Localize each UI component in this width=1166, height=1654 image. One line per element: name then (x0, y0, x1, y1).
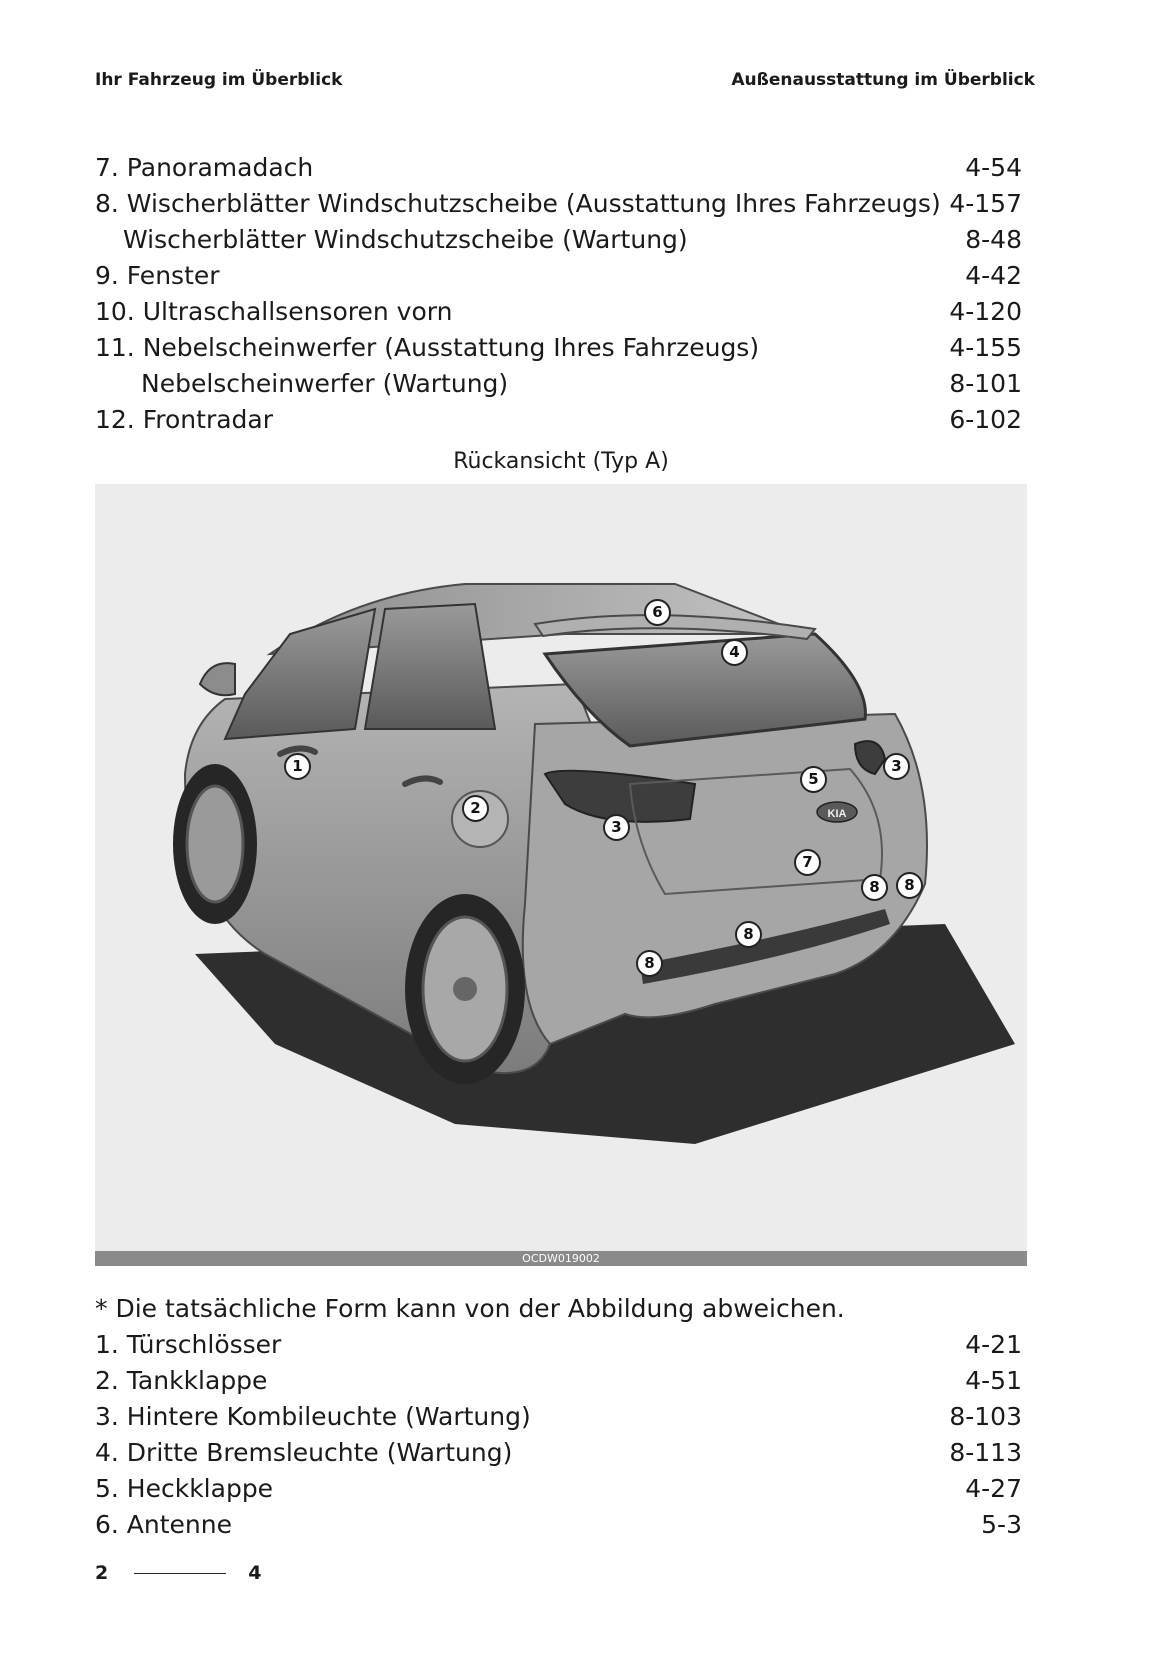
footer-page-number: 4 (248, 1562, 262, 1584)
side-window-rear (365, 604, 495, 729)
item-page-ref: 5-3 (981, 1510, 1022, 1539)
callout-8-corner: 8 (896, 872, 923, 899)
item-page-ref: 8-101 (949, 369, 1022, 398)
item-label: 2. Tankklappe (95, 1366, 268, 1395)
item-label: Nebelscheinwerfer (Wartung) (141, 369, 509, 398)
callout-3-right: 3 (883, 753, 910, 780)
figure-code-bar: OCDW019002 (95, 1251, 1027, 1266)
list-item (95, 1363, 1027, 1399)
callout-6: 6 (644, 599, 671, 626)
list-item (95, 150, 1027, 186)
kia-badge-text: KIA (827, 808, 847, 820)
item-page-ref: 4-27 (965, 1474, 1022, 1503)
item-label: 4. Dritte Bremsleuchte (Wartung) (95, 1438, 513, 1467)
item-label: 9. Fenster (95, 261, 220, 290)
callout-5: 5 (800, 766, 827, 793)
item-page-ref: 4-51 (965, 1366, 1022, 1395)
callout-7: 7 (794, 849, 821, 876)
list-item (95, 1399, 1027, 1435)
list-item (95, 1471, 1027, 1507)
list-item (95, 1507, 1027, 1543)
callout-4: 4 (721, 639, 748, 666)
front-wheel-rim (187, 786, 243, 902)
callout-8-bumper: 8 (735, 921, 762, 948)
callout-3-left: 3 (603, 814, 630, 841)
rear-view-reference-list (95, 1291, 1027, 1543)
item-label: 1. Türschlösser (95, 1330, 282, 1359)
side-mirror (200, 663, 235, 695)
list-item (95, 1327, 1027, 1363)
callout-1: 1 (284, 753, 311, 780)
item-label: 12. Frontradar (95, 405, 274, 434)
disclaimer-note: * Die tatsächliche Form kann von der Abbildung abweichen. (95, 1294, 845, 1323)
list-item (95, 330, 1027, 366)
list-item (95, 294, 1027, 330)
list-item (95, 258, 1027, 294)
item-page-ref: 4-157 (949, 189, 1022, 218)
item-label: 8. Wischerblätter Windschutzscheibe (Ausstattung Ihres Fahrzeugs) (95, 189, 941, 218)
footer-chapter-number: 2 (95, 1562, 109, 1584)
rear-wheel-hub (453, 977, 477, 1001)
callout-2: 2 (462, 795, 489, 822)
list-item (95, 186, 1027, 222)
side-window-front (225, 609, 375, 739)
item-label: Wischerblätter Windschutzscheibe (Wartung) (123, 225, 688, 254)
item-page-ref: 4-21 (965, 1330, 1022, 1359)
list-item (95, 222, 1027, 258)
item-label: 6. Antenne (95, 1510, 232, 1539)
item-label: 5. Heckklappe (95, 1474, 274, 1503)
item-page-ref: 4-155 (949, 333, 1022, 362)
item-label: 3. Hintere Kombileuchte (Wartung) (95, 1402, 531, 1431)
running-header-right: Außenausstattung im Überblick (731, 70, 1035, 90)
running-header-left: Ihr Fahrzeug im Überblick (95, 70, 343, 90)
rear-view-illustration (95, 484, 1027, 1266)
item-page-ref: 8-113 (949, 1438, 1022, 1467)
item-page-ref: 4-120 (949, 297, 1022, 326)
item-page-ref: 6-102 (949, 405, 1022, 434)
list-item (95, 402, 1027, 438)
item-page-ref: 4-42 (965, 261, 1022, 290)
front-view-reference-list (95, 150, 1027, 438)
list-item (95, 366, 1027, 402)
item-label: 10. Ultraschallsensoren vorn (95, 297, 453, 326)
footer-divider (134, 1573, 226, 1574)
callout-8-left: 8 (636, 950, 663, 977)
figure-caption: Rückansicht (Typ A) (453, 449, 669, 474)
item-page-ref: 8-48 (965, 225, 1022, 254)
item-page-ref: 4-54 (965, 153, 1022, 182)
callout-8-right: 8 (861, 874, 888, 901)
item-page-ref: 8-103 (949, 1402, 1022, 1431)
page-footer (95, 1562, 261, 1584)
item-label: 11. Nebelscheinwerfer (Ausstattung Ihres Fahrzeugs) (95, 333, 760, 362)
rear-spoiler (535, 615, 815, 639)
item-label: 7. Panoramadach (95, 153, 314, 182)
car-rear-illustration (95, 484, 1027, 1266)
list-item (95, 1435, 1027, 1471)
